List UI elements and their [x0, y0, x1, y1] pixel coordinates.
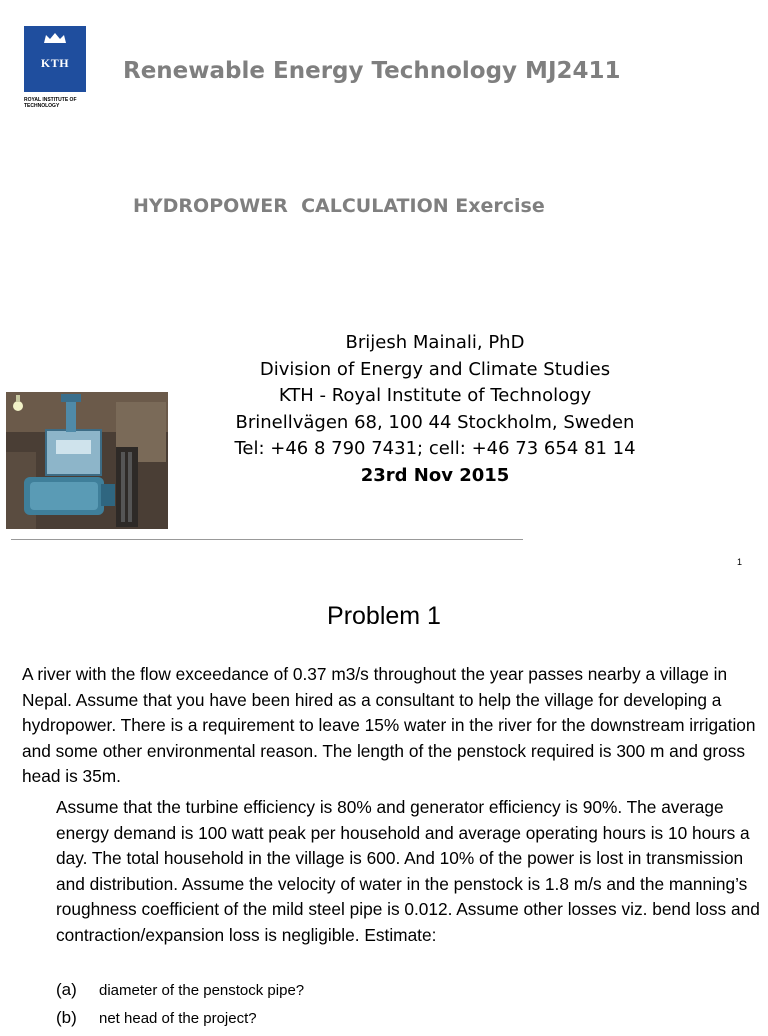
author-division: Division of Energy and Climate Studies: [259, 358, 611, 380]
author-address: Brinellvägen 68, 100 44 Stockholm, Sweden: [235, 411, 635, 433]
author-name: Brijesh Mainali, PhD: [345, 332, 525, 353]
crown-icon: [42, 32, 68, 44]
logo-subtext: ROYAL INSTITUTE OF TECHNOLOGY: [24, 97, 77, 109]
logo-text: KTH: [40, 55, 70, 70]
list-item-label: (b): [56, 1008, 77, 1027]
problem-paragraph-2: Assume that the turbine efficiency is 80% and generator efficiency is 90%. The average energy demand is 100 watt peak per household and average operating hours is 10 hours a day. The total household in the village is 600. And 10% of the power is lost in transmission and distribution. Assume the velocity of water in the penstock is 1.8 m/s and the manning’s roughness coefficient of the mild steel pipe is 0.012. Assume other losses viz. bend loss and contraction/expansion loss is negligible. Estimate:: [56, 797, 760, 945]
list-item-text: net head of the project?: [99, 1010, 257, 1027]
page-number: 1: [737, 557, 743, 567]
list-item-label: (a): [56, 980, 77, 999]
author-institute: KTH - Royal Institute of Technology: [278, 385, 592, 406]
presentation-date: 23rd Nov 2015: [360, 464, 510, 486]
list-item-text: diameter of the penstock pipe?: [99, 982, 305, 999]
list-item: [56, 1008, 756, 1036]
generator-illustration: [6, 392, 168, 529]
author-block: [190, 330, 680, 489]
slide-divider: [11, 539, 523, 540]
generator-photo: [6, 392, 168, 529]
problem-paragraph-1: A river with the flow exceedance of 0.37 m3/s throughout the year passes nearby a village in Nepal. Assume that you have been hired as a consultant to help the village for developing a hydropower. There is a requirement to leave 15% water in the river for the downstream irrigation and some other environmental reason. The length of the penstock required is 300 m and gross head is 35m.: [22, 664, 756, 787]
author-phone: Tel: +46 8 790 7431; cell: +46 73 654 81 14: [234, 438, 636, 459]
slide-title: Renewable Energy Technology MJ2411: [123, 58, 621, 84]
kth-logo: [24, 26, 86, 92]
list-item: [56, 980, 756, 1008]
question-list: [56, 980, 756, 1036]
slide-subtitle: HYDROPOWER CALCULATION Exercise: [133, 195, 545, 217]
problem-title: Problem 1: [327, 602, 441, 630]
